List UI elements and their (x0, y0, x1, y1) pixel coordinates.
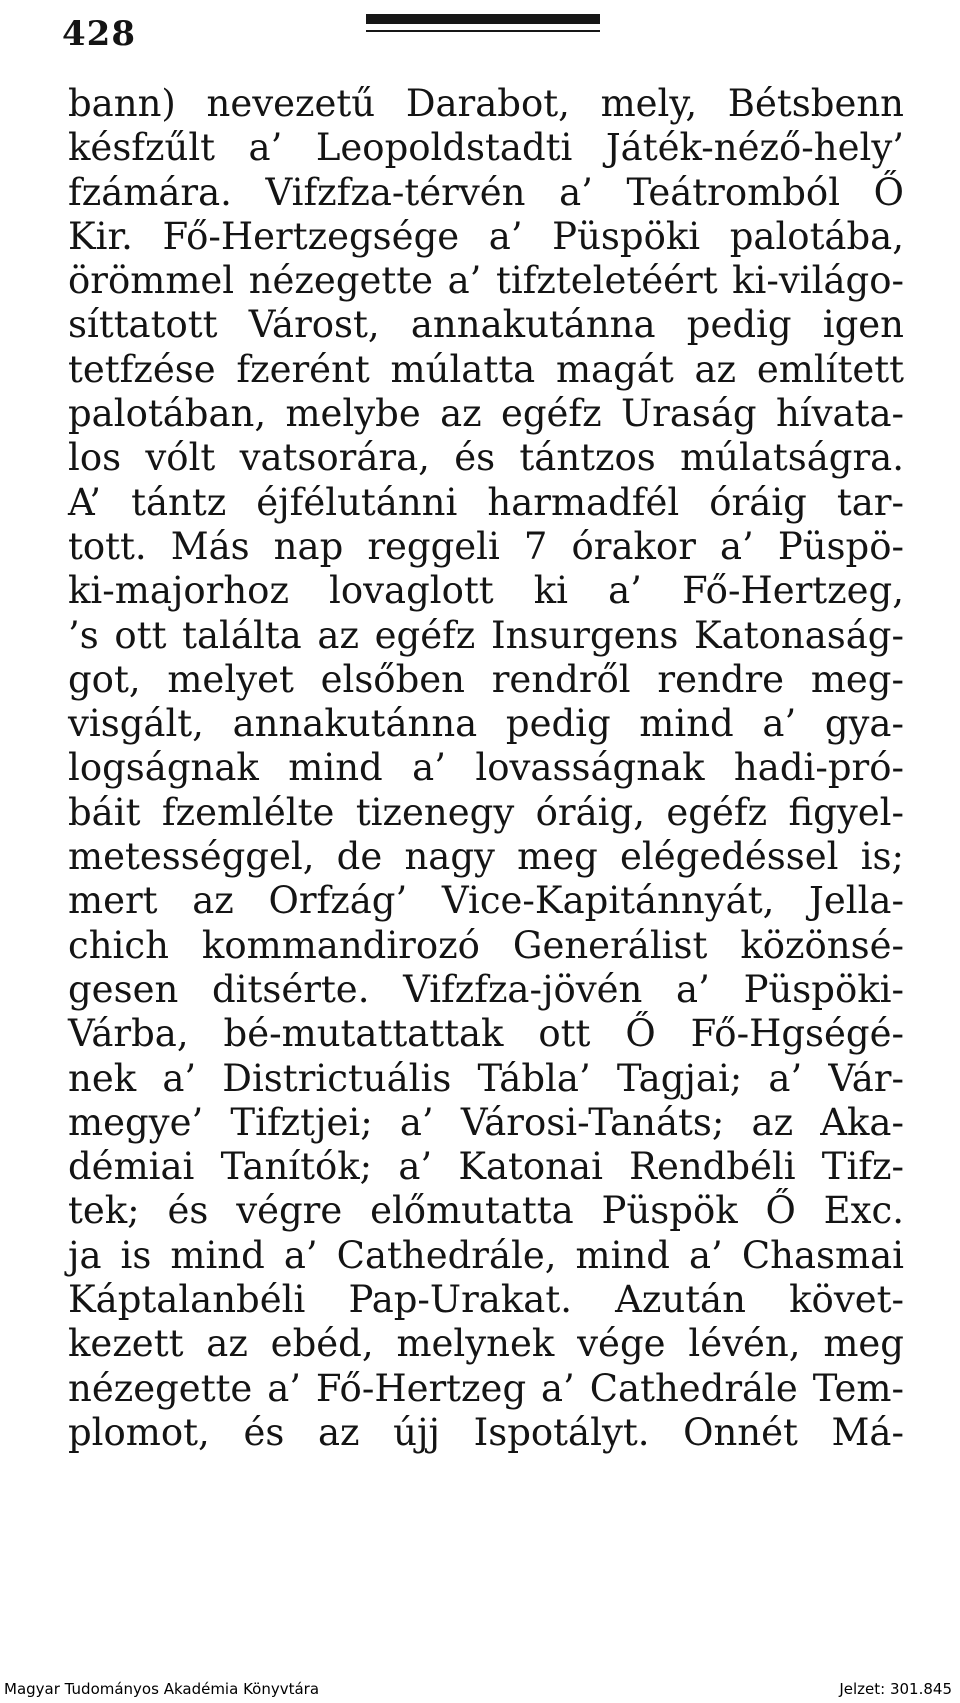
header-rule-thin (366, 30, 600, 32)
text-line: örömmel nézegette a’ tifzteletéért ki-világo- (68, 259, 904, 303)
body-text (68, 82, 904, 1455)
text-line: síttatott Várost, annakutánna pedig igen (68, 303, 904, 347)
text-line: fzámára. Vifzfza-térvén a’ Teátromból Ő (68, 170, 904, 214)
page-number: 428 (62, 14, 136, 54)
text-line: visgált, annakutánna pedig mind a’ gya- (68, 702, 904, 746)
text-line: tetfzése fzerént múlatta magát az említett (68, 347, 904, 391)
text-line: got, melyet elsőben rendről rendre meg- (68, 657, 904, 701)
text-line: megye’ Tifztjei; a’ Városi-Tanáts; az Aka- (68, 1100, 904, 1144)
text-line: mert az Orfzág’ Vice-Kapitánnyát, Jella- (68, 879, 904, 923)
text-line: nek a’ Districtuális Tábla’ Tagjai; a’ Vár- (68, 1056, 904, 1100)
text-line: báit fzemlélte tizenegy óráig, egéfz figyel- (68, 790, 904, 834)
text-line: ’s ott találta az egéfz Insurgens Katonaság- (68, 613, 904, 657)
text-line: kezett az ebéd, melynek vége lévén, meg (68, 1322, 904, 1366)
text-line: Kir. Fő-Hertzegsége a’ Püspöki palotába, (68, 214, 904, 258)
text-line: metességgel, de nagy meg elégedéssel is; (68, 835, 904, 879)
text-line: los vólt vatsorára, és tántzos múlatságra. (68, 436, 904, 480)
text-line: Várba, bé-mutattattak ott Ő Fő-Hgségé- (68, 1012, 904, 1056)
text-line: tott. Más nap reggeli 7 órakor a’ Püspö- (68, 524, 904, 568)
text-line: tek; és végre előmutatta Püspök Ő Exc. (68, 1189, 904, 1233)
text-line: logságnak mind a’ lovasságnak hadi-pró- (68, 746, 904, 790)
text-line: késfzűlt a’ Leopoldstadti Játék-néző-hely’ (68, 126, 904, 170)
text-line: A’ tántz éjfélutánni harmadfél óráig tar- (68, 480, 904, 524)
text-line: plomot, és az újj Ispotályt. Onnét Má- (68, 1410, 904, 1454)
library-name: Magyar Tudományos Akadémia Könyvtára (4, 1680, 320, 1698)
text-line: ja is mind a’ Cathedrále, mind a’ Chasmai (68, 1233, 904, 1277)
text-line: gesen ditsérte. Vifzfza-jövén a’ Püspöki- (68, 967, 904, 1011)
text-line: ki-majorhoz lovaglott ki a’ Fő-Hertzeg, (68, 569, 904, 613)
shelfmark: Jelzet: 301.845 (839, 1680, 952, 1698)
text-line: bann) nevezetű Darabot, mely, Bétsbenn (68, 82, 904, 125)
text-line: démiai Tanítók; a’ Katonai Rendbéli Tifz- (68, 1145, 904, 1189)
text-line: chich kommandirozó Generálist közönsé- (68, 923, 904, 967)
text-line: palotában, melybe az egéfz Uraság hívata- (68, 392, 904, 436)
text-line: Káptalanbéli Pap-Urakat. Azután követ- (68, 1278, 904, 1322)
header-rule-thick (366, 14, 600, 24)
text-line: nézegette a’ Fő-Hertzeg a’ Cathedrále Tem- (68, 1366, 904, 1410)
